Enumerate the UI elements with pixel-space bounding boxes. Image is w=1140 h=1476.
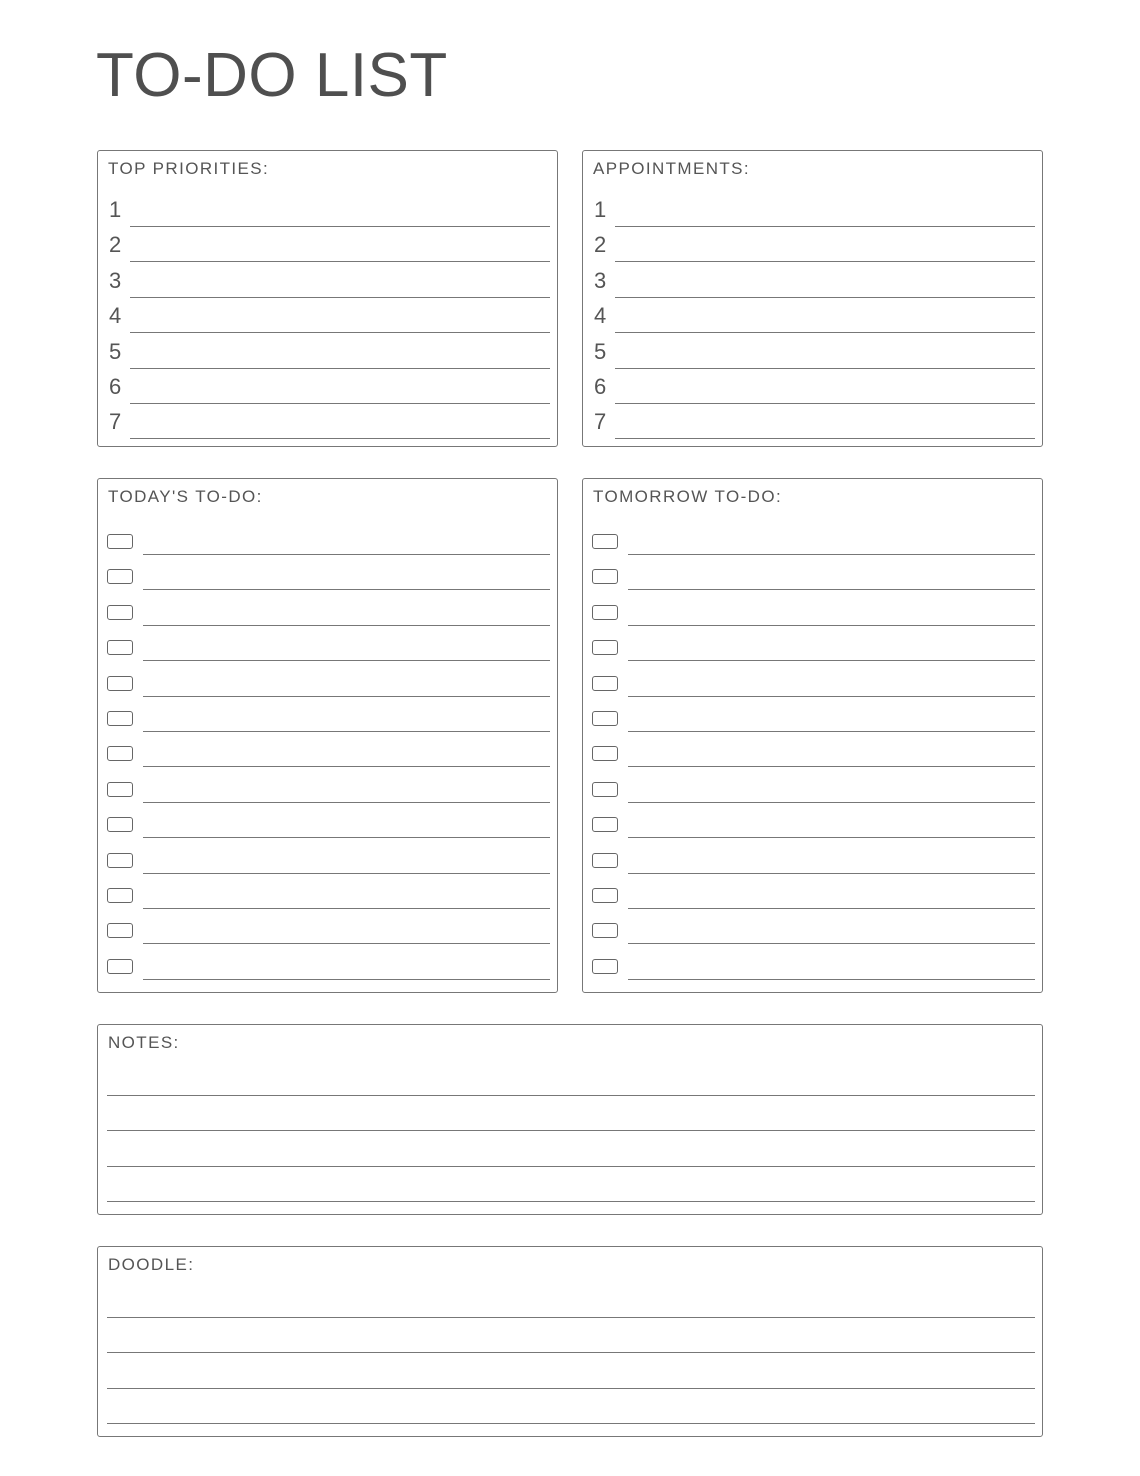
priority-row bbox=[98, 262, 557, 297]
tomorrow-todo-checkbox[interactable] bbox=[592, 711, 618, 726]
priority-row-number: 7 bbox=[109, 409, 122, 435]
appointment-row bbox=[583, 227, 1042, 262]
today-todo-checkbox[interactable] bbox=[107, 782, 133, 797]
appointment-write-line[interactable] bbox=[615, 438, 1035, 439]
appointment-row bbox=[583, 298, 1042, 333]
today-todo-row bbox=[98, 555, 557, 590]
today-todo-checkbox[interactable] bbox=[107, 534, 133, 549]
appointment-row-number: 3 bbox=[594, 267, 607, 293]
tomorrow-todo-row bbox=[583, 555, 1042, 590]
tomorrow-todo-checkbox[interactable] bbox=[592, 923, 618, 938]
priority-row bbox=[98, 192, 557, 227]
today-todo-checkbox[interactable] bbox=[107, 746, 133, 761]
priority-row-number: 3 bbox=[109, 267, 122, 293]
tomorrow-todo-row bbox=[583, 732, 1042, 767]
appointment-row-number: 6 bbox=[594, 373, 607, 399]
tomorrow-todo-checkbox[interactable] bbox=[592, 817, 618, 832]
today-todo-checkbox[interactable] bbox=[107, 888, 133, 903]
tomorrow-todo-checkbox[interactable] bbox=[592, 746, 618, 761]
doodle-write-line[interactable] bbox=[107, 1388, 1035, 1389]
notes-write-line[interactable] bbox=[107, 1201, 1035, 1202]
priority-row bbox=[98, 298, 557, 333]
appointment-row-number: 7 bbox=[594, 409, 607, 435]
today-todo-checkbox[interactable] bbox=[107, 853, 133, 868]
today-todo-row bbox=[98, 732, 557, 767]
today-todo-row bbox=[98, 803, 557, 838]
today-todo-write-line[interactable] bbox=[143, 979, 550, 980]
appointment-row bbox=[583, 369, 1042, 404]
priority-row-number: 6 bbox=[109, 373, 122, 399]
priority-row bbox=[98, 404, 557, 439]
tomorrow-todo-checkbox[interactable] bbox=[592, 569, 618, 584]
doodle-label: DOODLE: bbox=[108, 1255, 195, 1274]
notes-write-line[interactable] bbox=[107, 1095, 1035, 1096]
appointment-row-number: 4 bbox=[594, 303, 607, 329]
appointment-row bbox=[583, 404, 1042, 439]
notes-section bbox=[97, 1024, 1043, 1215]
today-todo-row bbox=[98, 590, 557, 625]
today-todo-row bbox=[98, 838, 557, 873]
tomorrow-todo-checkbox[interactable] bbox=[592, 640, 618, 655]
today-todo-row bbox=[98, 626, 557, 661]
tomorrow-todo-row bbox=[583, 944, 1042, 979]
notes-label: NOTES: bbox=[108, 1033, 180, 1052]
priority-row bbox=[98, 369, 557, 404]
page-title: TO-DO LIST bbox=[96, 41, 448, 110]
appointment-row-number: 1 bbox=[594, 196, 607, 222]
today-todo-row bbox=[98, 520, 557, 555]
notes-write-line[interactable] bbox=[107, 1166, 1035, 1167]
tomorrow-todo-checkbox[interactable] bbox=[592, 853, 618, 868]
appointment-row-number: 2 bbox=[594, 232, 607, 258]
tomorrow-todo-row bbox=[583, 909, 1042, 944]
tomorrow-todo-checkbox[interactable] bbox=[592, 534, 618, 549]
doodle-write-line[interactable] bbox=[107, 1317, 1035, 1318]
tomorrow-todo-row bbox=[583, 874, 1042, 909]
priority-row-number: 1 bbox=[109, 196, 122, 222]
tomorrow-todo-row bbox=[583, 520, 1042, 555]
tomorrow-todo-row bbox=[583, 697, 1042, 732]
today-todo-row bbox=[98, 874, 557, 909]
tomorrow-todo-row bbox=[583, 590, 1042, 625]
today-todo-checkbox[interactable] bbox=[107, 640, 133, 655]
priority-row-number: 2 bbox=[109, 232, 122, 258]
appointments-label: APPOINTMENTS: bbox=[593, 159, 751, 178]
tomorrow-todo-label: TOMORROW TO-DO: bbox=[593, 487, 783, 506]
today-todo-checkbox[interactable] bbox=[107, 676, 133, 691]
tomorrow-todo-checkbox[interactable] bbox=[592, 676, 618, 691]
today-todo-row bbox=[98, 697, 557, 732]
doodle-write-line[interactable] bbox=[107, 1423, 1035, 1424]
today-todo-row bbox=[98, 944, 557, 979]
priority-row-number: 5 bbox=[109, 338, 122, 364]
tomorrow-todo-checkbox[interactable] bbox=[592, 605, 618, 620]
top-priorities-label: TOP PRIORITIES: bbox=[108, 159, 270, 178]
today-todo-checkbox[interactable] bbox=[107, 923, 133, 938]
priority-write-line[interactable] bbox=[130, 438, 550, 439]
today-todo-checkbox[interactable] bbox=[107, 817, 133, 832]
tomorrow-todo-checkbox[interactable] bbox=[592, 888, 618, 903]
today-todo-checkbox[interactable] bbox=[107, 569, 133, 584]
priority-row bbox=[98, 333, 557, 368]
todays-todo-label: TODAY'S TO-DO: bbox=[108, 487, 263, 506]
tomorrow-todo-row bbox=[583, 838, 1042, 873]
tomorrow-todo-checkbox[interactable] bbox=[592, 959, 618, 974]
appointment-row bbox=[583, 192, 1042, 227]
tomorrow-todo-checkbox[interactable] bbox=[592, 782, 618, 797]
doodle-section bbox=[97, 1246, 1043, 1437]
tomorrow-todo-row bbox=[583, 803, 1042, 838]
top-priorities-section bbox=[97, 150, 558, 447]
priority-row bbox=[98, 227, 557, 262]
priority-row-number: 4 bbox=[109, 303, 122, 329]
today-todo-row bbox=[98, 909, 557, 944]
doodle-write-line[interactable] bbox=[107, 1352, 1035, 1353]
appointment-row bbox=[583, 333, 1042, 368]
appointments-section bbox=[582, 150, 1043, 447]
today-todo-row bbox=[98, 767, 557, 802]
appointment-row-number: 5 bbox=[594, 338, 607, 364]
appointment-row bbox=[583, 262, 1042, 297]
tomorrow-todo-row bbox=[583, 626, 1042, 661]
today-todo-row bbox=[98, 661, 557, 696]
today-todo-checkbox[interactable] bbox=[107, 959, 133, 974]
today-todo-checkbox[interactable] bbox=[107, 711, 133, 726]
tomorrow-todo-section bbox=[582, 478, 1043, 993]
tomorrow-todo-write-line[interactable] bbox=[628, 979, 1035, 980]
todays-todo-section bbox=[97, 478, 558, 993]
tomorrow-todo-row bbox=[583, 767, 1042, 802]
tomorrow-todo-row bbox=[583, 661, 1042, 696]
today-todo-checkbox[interactable] bbox=[107, 605, 133, 620]
notes-write-line[interactable] bbox=[107, 1130, 1035, 1131]
